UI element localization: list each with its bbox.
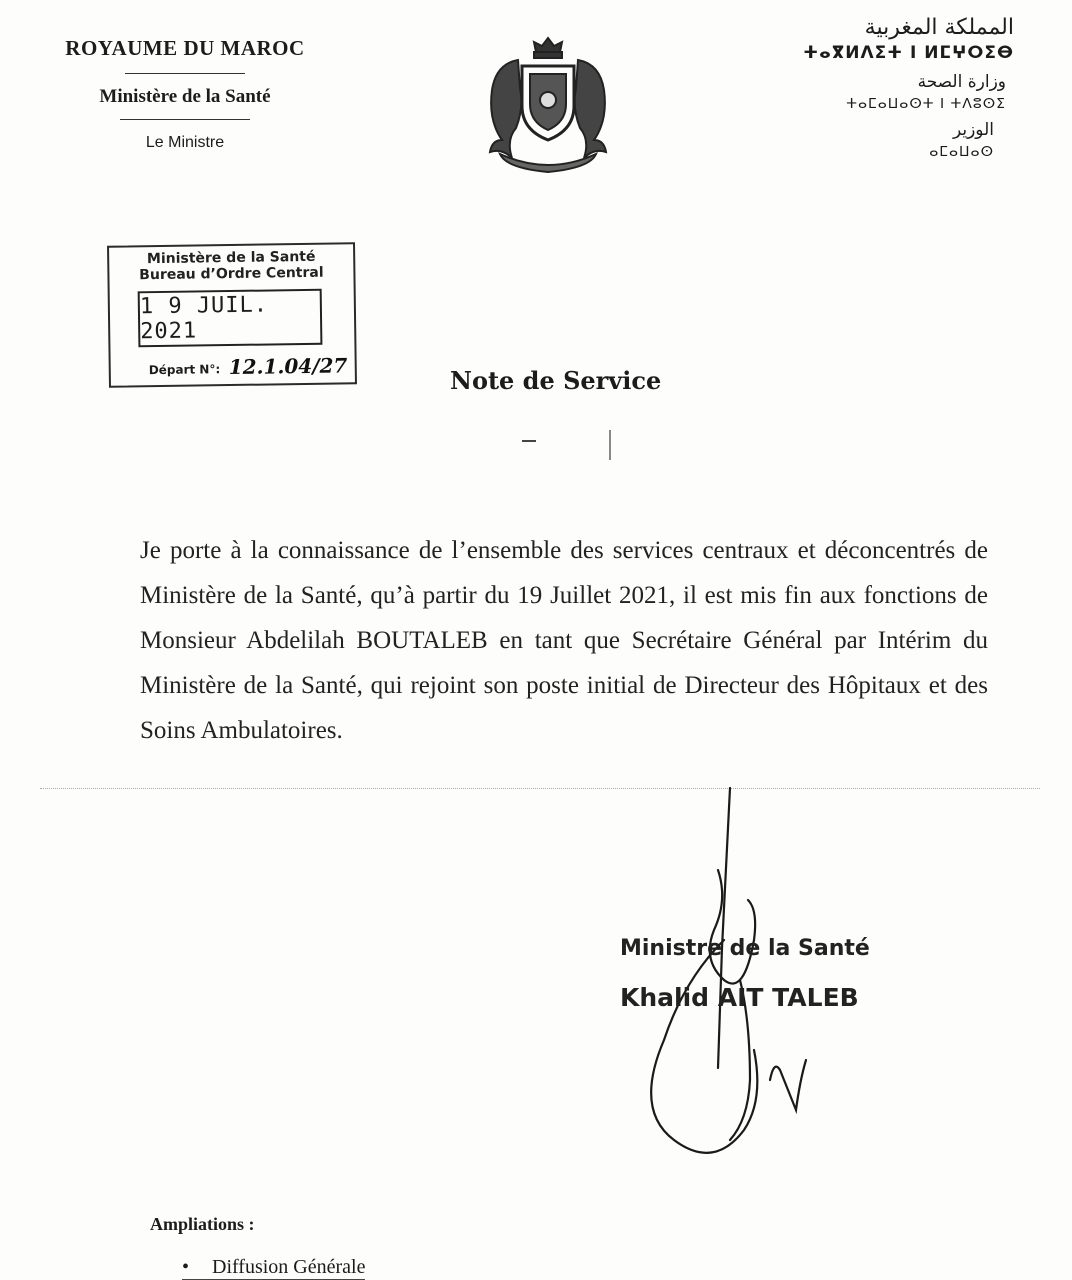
header-divider xyxy=(120,119,250,120)
list-item: • Diffusion Générale xyxy=(182,1256,365,1280)
header-divider xyxy=(125,73,245,74)
minister-label: Le Ministre xyxy=(145,134,225,151)
header-left xyxy=(40,36,330,152)
signatory-name: Khalid AIT TALEB xyxy=(620,983,859,1012)
ministry-name-arabic: وزارة الصحة xyxy=(917,72,1006,92)
signatory-role: Ministre de la Santé xyxy=(620,936,870,961)
ampliations-label: Ampliations : xyxy=(150,1214,255,1234)
header-right xyxy=(754,14,1014,164)
kingdom-name: ROYAUME DU MAROC xyxy=(65,36,305,60)
kingdom-name-tifinagh: ⵜⴰⴳⵍⴷⵉⵜ ⵏ ⵍⵎⵖⵔⵉⴱ xyxy=(803,43,1014,63)
stamp-depart-label: Départ N°: xyxy=(148,362,221,378)
signature-block xyxy=(620,936,870,1012)
dotted-separator xyxy=(40,788,1040,789)
minister-label-tifinagh: ⴰⵎⴰⵡⴰⵙ xyxy=(929,144,994,160)
ministry-name-tifinagh: ⵜⴰⵎⴰⵡⴰⵙⵜ ⵏ ⵜⴷⵓⵙⵉ xyxy=(846,96,1006,112)
document-body: Je porte à la connaissance de l’ensemble des services centraux et déconcentrés de Ministère de la Santé, qu’à partir du 19 Juillet 2021, il est mis fin aux fonctions de Monsieur Abdelilah BOUTALEB en tant que Secrétaire Général par Intérim du Ministère de la Santé, qui rejoint son poste initial de Directeur des Hôpitaux et des Soins Ambulatoires. xyxy=(140,537,988,744)
coat-of-arms-icon xyxy=(478,30,618,180)
stamp-depart-number: 12.1.04/27 xyxy=(228,353,348,380)
minister-label-arabic: الوزير xyxy=(952,120,994,140)
stamp-line-1: Ministère de la Santé xyxy=(146,248,316,268)
kingdom-name-arabic: المملكة المغربية xyxy=(864,15,1014,40)
document-title: Note de Service xyxy=(450,366,662,395)
scan-mark xyxy=(609,430,611,460)
scan-mark xyxy=(522,440,536,442)
reception-stamp xyxy=(107,242,357,387)
ampliations-list xyxy=(182,1256,365,1280)
stamp-line-2: Bureau d’Ordre Central xyxy=(139,264,324,284)
stamp-date: 1 9 JUIL. 2021 xyxy=(138,289,323,348)
ministry-name: Ministère de la Santé xyxy=(99,86,271,107)
